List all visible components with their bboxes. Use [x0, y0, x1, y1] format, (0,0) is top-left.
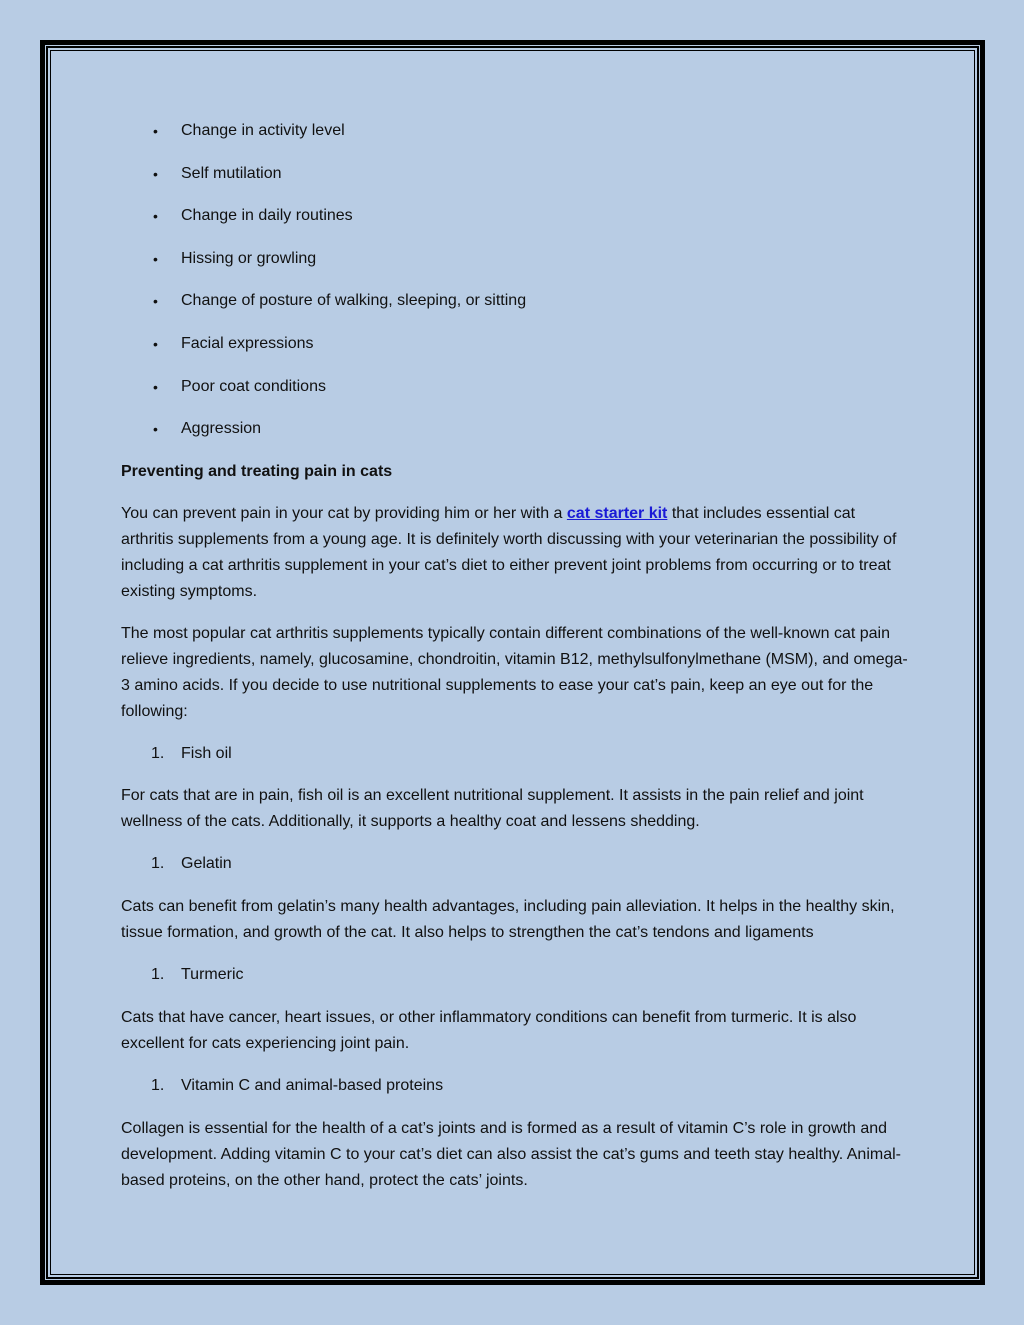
list-item: • Self mutilation	[121, 161, 911, 187]
supplement-fish-oil-description: For cats that are in pain, fish oil is an excellent nutritional supplement. It assists in the pain relief and joint wellness of the cats. Additionally, it supports a healthy coat and lessens shedding.	[121, 787, 864, 831]
bullet-icon: •	[153, 335, 158, 352]
bullet-icon: •	[153, 378, 158, 395]
bullet-icon: •	[153, 165, 158, 182]
list-item: • Poor coat conditions	[121, 374, 911, 400]
supplement-fish-oil-title: 1. Fish oil	[151, 744, 232, 762]
bullet-icon: •	[153, 208, 158, 225]
supplement-vitamin-c-title: 1. Vitamin C and animal-based proteins	[151, 1076, 444, 1094]
cat-starter-kit-link[interactable]: cat starter kit	[566, 504, 668, 522]
list-item: • Change in activity level	[121, 118, 911, 144]
bullet-icon: •	[153, 250, 158, 267]
list-item: • Hissing or growling	[121, 246, 911, 272]
pain-signs-list	[121, 118, 911, 442]
supplement-gelatin-title: 1. Gelatin	[151, 855, 232, 873]
list-item: • Facial expressions	[121, 331, 911, 357]
list-item: • Change of posture of walking, sleeping, or sitting	[121, 288, 911, 314]
bullet-icon: •	[153, 293, 158, 310]
list-item: • Change in daily routines	[121, 203, 911, 229]
supplement-turmeric-description: Cats that have cancer, heart issues, or other inflammatory conditions can benefit from turmeric. It is also excellent for cats experiencing joint pain.	[121, 1008, 857, 1052]
supplement-vitamin-c-description: Collagen is essential for the health of a cat’s joints and is formed as a result of vitamin C’s role in growth and development. Adding vitamin C to your cat’s diet can also assist the cat’s gums and teeth stay healthy. Animal-based proteins, on the other hand, protect the cats’ joints.	[121, 1119, 901, 1189]
supplement-gelatin-description: Cats can benefit from gelatin’s many health advantages, including pain alleviation. It helps in the healthy skin, tissue formation, and growth of the cat. It also helps to strengthen the cat’s tendons and ligaments	[121, 898, 895, 942]
section-heading: Preventing and treating pain in cats	[121, 462, 393, 480]
bullet-icon: •	[153, 421, 158, 438]
supplement-turmeric-title: 1. Turmeric	[151, 966, 244, 984]
intro-paragraph: You can prevent pain in your cat by providing him or her with a cat starter kit that includes essential cat arthritis supplements from a young age. It is definitely worth discussing with your veterinarian the possibility of including a cat arthritis supplement in your cat’s diet to either prevent joint problems from occurring or to treat existing symptoms.	[121, 504, 897, 600]
list-item: • Aggression	[121, 416, 911, 442]
bullet-icon: •	[153, 123, 158, 139]
supplements-intro-paragraph: The most popular cat arthritis supplements typically contain different combinations of the well-known cat pain relieve ingredients, namely, glucosamine, chondroitin, vitamin B12, methylsulfonylmethane (MSM), and omega-3 amino acids. If you decide to use nutritional supplements to ease your cat’s pain, keep an eye out for the following:	[121, 624, 908, 720]
document-body	[121, 118, 911, 1210]
